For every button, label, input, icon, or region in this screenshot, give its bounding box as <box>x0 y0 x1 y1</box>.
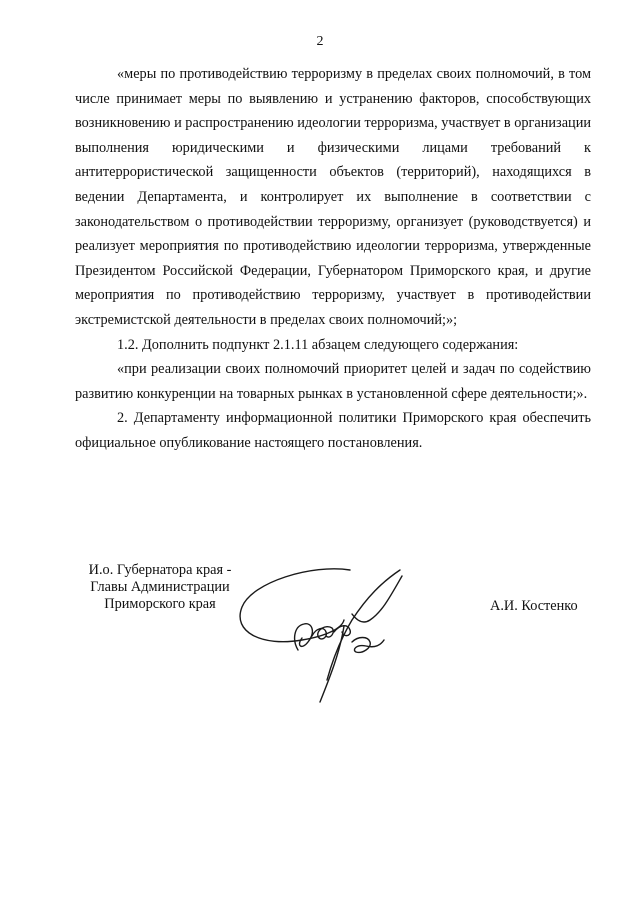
signer-name: А.И. Костенко <box>490 598 578 614</box>
signer-title-line: Главы Администрации <box>90 579 230 595</box>
paragraph-item-2-publication: 2. Департаменту информационной политики Приморского края обеспечить официальное опубликование настоящего постановления. <box>75 410 591 451</box>
signer-title <box>60 562 260 613</box>
paragraph-item-1-2: 1.2. Дополнить подпункт 2.1.11 абзацем следующего содержания: <box>117 336 519 353</box>
document-body <box>75 62 591 456</box>
page-number: 2 <box>316 34 324 49</box>
signer-title-line: И.о. Губернатора края - <box>88 562 232 578</box>
signer-title-line: Приморского края <box>104 596 216 612</box>
paragraph-competition-priority: «при реализации своих полномочий приоритет целей и задач по содействию развитию конкуренции на товарных рынках в установленной сфере деятельности;». <box>75 361 591 402</box>
handwritten-signature-icon <box>232 562 442 712</box>
paragraph-terrorism-measures: «меры по противодействию терроризму в пределах своих полномочий, в том числе принимает меры по выявлению и устранению факторов, способствующих возникновению и распространению идеологии терроризма, участвует в организации выполнения юридическими и физическими лицами требований к антитеррористической защищенности объектов (территорий), находящихся в ведении Департамента, и контролирует их выполнение в соответствии с законодательством о противодействии терроризму, организует (руководствуется) и реализует мероприятия по противодействию идеологии терроризма, утвержденные Президентом Российской Федерации, Губернатором Приморского края, и другие мероприятия по противодействию терроризму, участвует в противодействии экстремистской деятельности в пределах своих полномочий;»; <box>75 66 591 328</box>
signature-block <box>0 562 640 722</box>
